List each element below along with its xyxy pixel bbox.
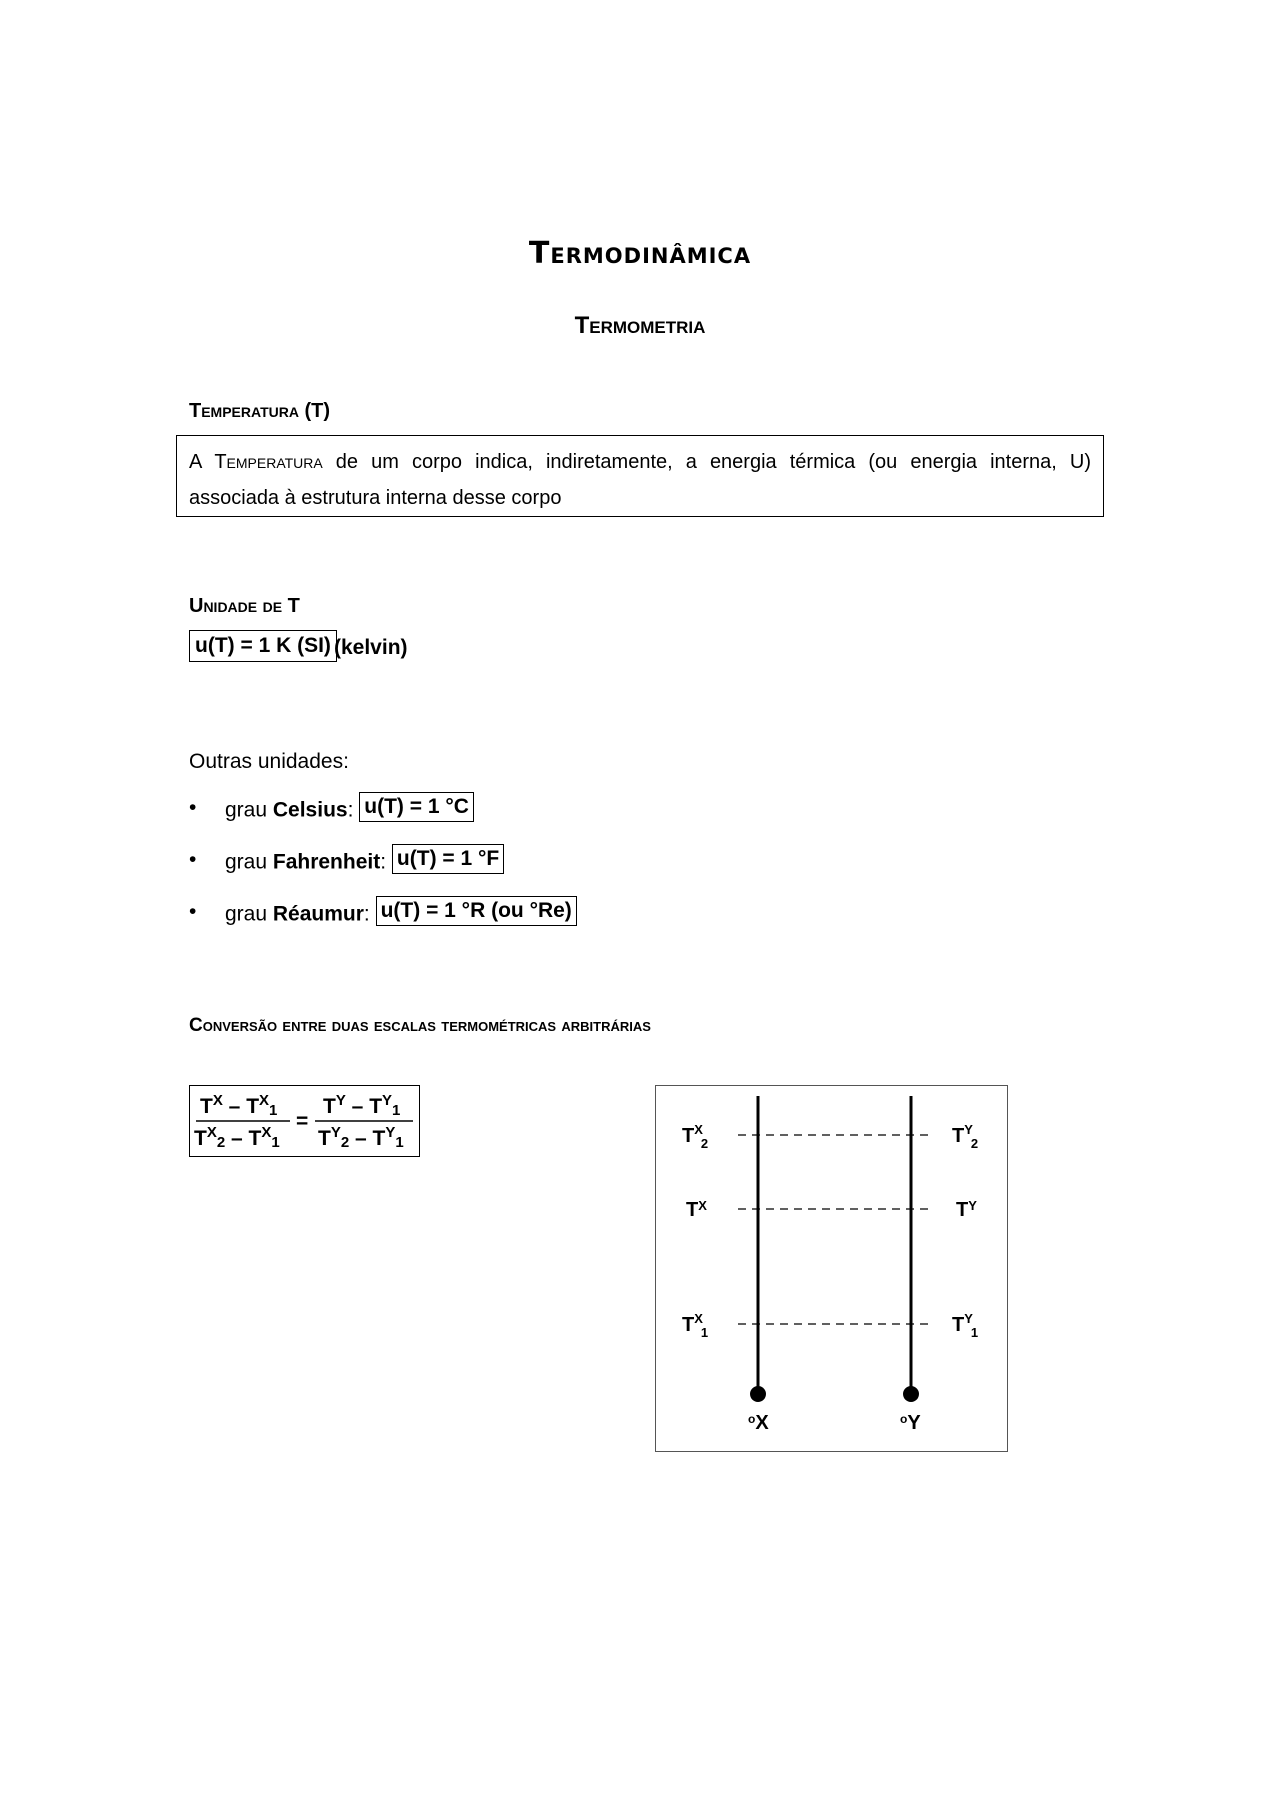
unit-sep: : xyxy=(380,850,387,874)
definition-term: Temperatura xyxy=(214,451,323,473)
si-unit-note: (kelvin) xyxy=(334,636,408,659)
list-item-celsius xyxy=(189,796,589,830)
thermometer-scales-diagram xyxy=(655,1085,1008,1452)
other-units-intro: Outras unidades: xyxy=(189,750,349,773)
label-ty2: $T^Y$ 2 xyxy=(952,1122,979,1151)
scale-label-x: $^o$X xyxy=(748,1412,769,1434)
label-tx2: $T^X$ 2 xyxy=(682,1122,709,1151)
bullet-icon: • xyxy=(189,796,197,819)
document-subtitle: Termometria xyxy=(574,312,706,339)
celsius-formula: u(T) = 1 °C xyxy=(359,792,474,822)
thermometer-y-bulb xyxy=(903,1386,919,1402)
conversion-formula xyxy=(189,1085,420,1157)
conversion-heading: Conversão entre duas escalas termométricas arbitrárias xyxy=(189,1015,651,1036)
right-numerator: $T^Y - T^Y_1$ xyxy=(323,1092,401,1119)
list-item-reaumur xyxy=(189,900,689,934)
temperature-definition-box xyxy=(176,435,1104,517)
definition-line1-rest: de um corpo indica, indiretamente, a energia térmica (ou energia interna, U) xyxy=(322,451,1091,473)
label-ty1: $T^Y$ 1 xyxy=(952,1311,979,1340)
equals-sign: = xyxy=(296,1110,309,1133)
right-denominator: $T^Y_2 - T^Y_1$ xyxy=(318,1124,404,1151)
bullet-icon: • xyxy=(189,848,197,871)
temperature-heading: Temperatura (T) xyxy=(189,400,331,422)
list-item-fahrenheit xyxy=(189,848,639,882)
label-tx: $T^X$ xyxy=(686,1198,707,1221)
unit-sep: : xyxy=(363,902,370,926)
reaumur-formula: u(T) = 1 °R (ou °Re) xyxy=(376,896,577,926)
label-tx1: $T^X$ 1 xyxy=(682,1311,709,1340)
scale-label-y: $^o$Y xyxy=(900,1412,921,1434)
left-numerator: $T^X - T^X_1$ xyxy=(200,1092,278,1119)
thermometer-x-bulb xyxy=(750,1386,766,1402)
unit-sep: : xyxy=(347,798,354,822)
unit-heading: Unidade de T xyxy=(189,595,300,617)
si-unit-formula: u(T) = 1 K (SI) xyxy=(189,630,337,662)
unit-prefix: grau xyxy=(225,850,273,874)
definition-line-1 xyxy=(189,444,1091,480)
unit-prefix: grau xyxy=(225,798,273,822)
label-ty: $T^Y$ xyxy=(956,1198,977,1221)
document-title: Termodinâmica xyxy=(528,236,752,271)
fahrenheit-formula: u(T) = 1 °F xyxy=(392,844,504,874)
unit-prefix: grau xyxy=(225,902,273,926)
definition-start: A xyxy=(189,451,215,473)
bullet-icon: • xyxy=(189,900,197,923)
definition-line-2: associada à estrutura interna desse corpo xyxy=(189,487,562,509)
unit-name: Celsius xyxy=(272,798,348,822)
left-denominator: $T^X_2 - T^X_1$ xyxy=(194,1124,280,1151)
unit-name: Réaumur xyxy=(272,902,364,926)
unit-name: Fahrenheit xyxy=(272,850,381,874)
